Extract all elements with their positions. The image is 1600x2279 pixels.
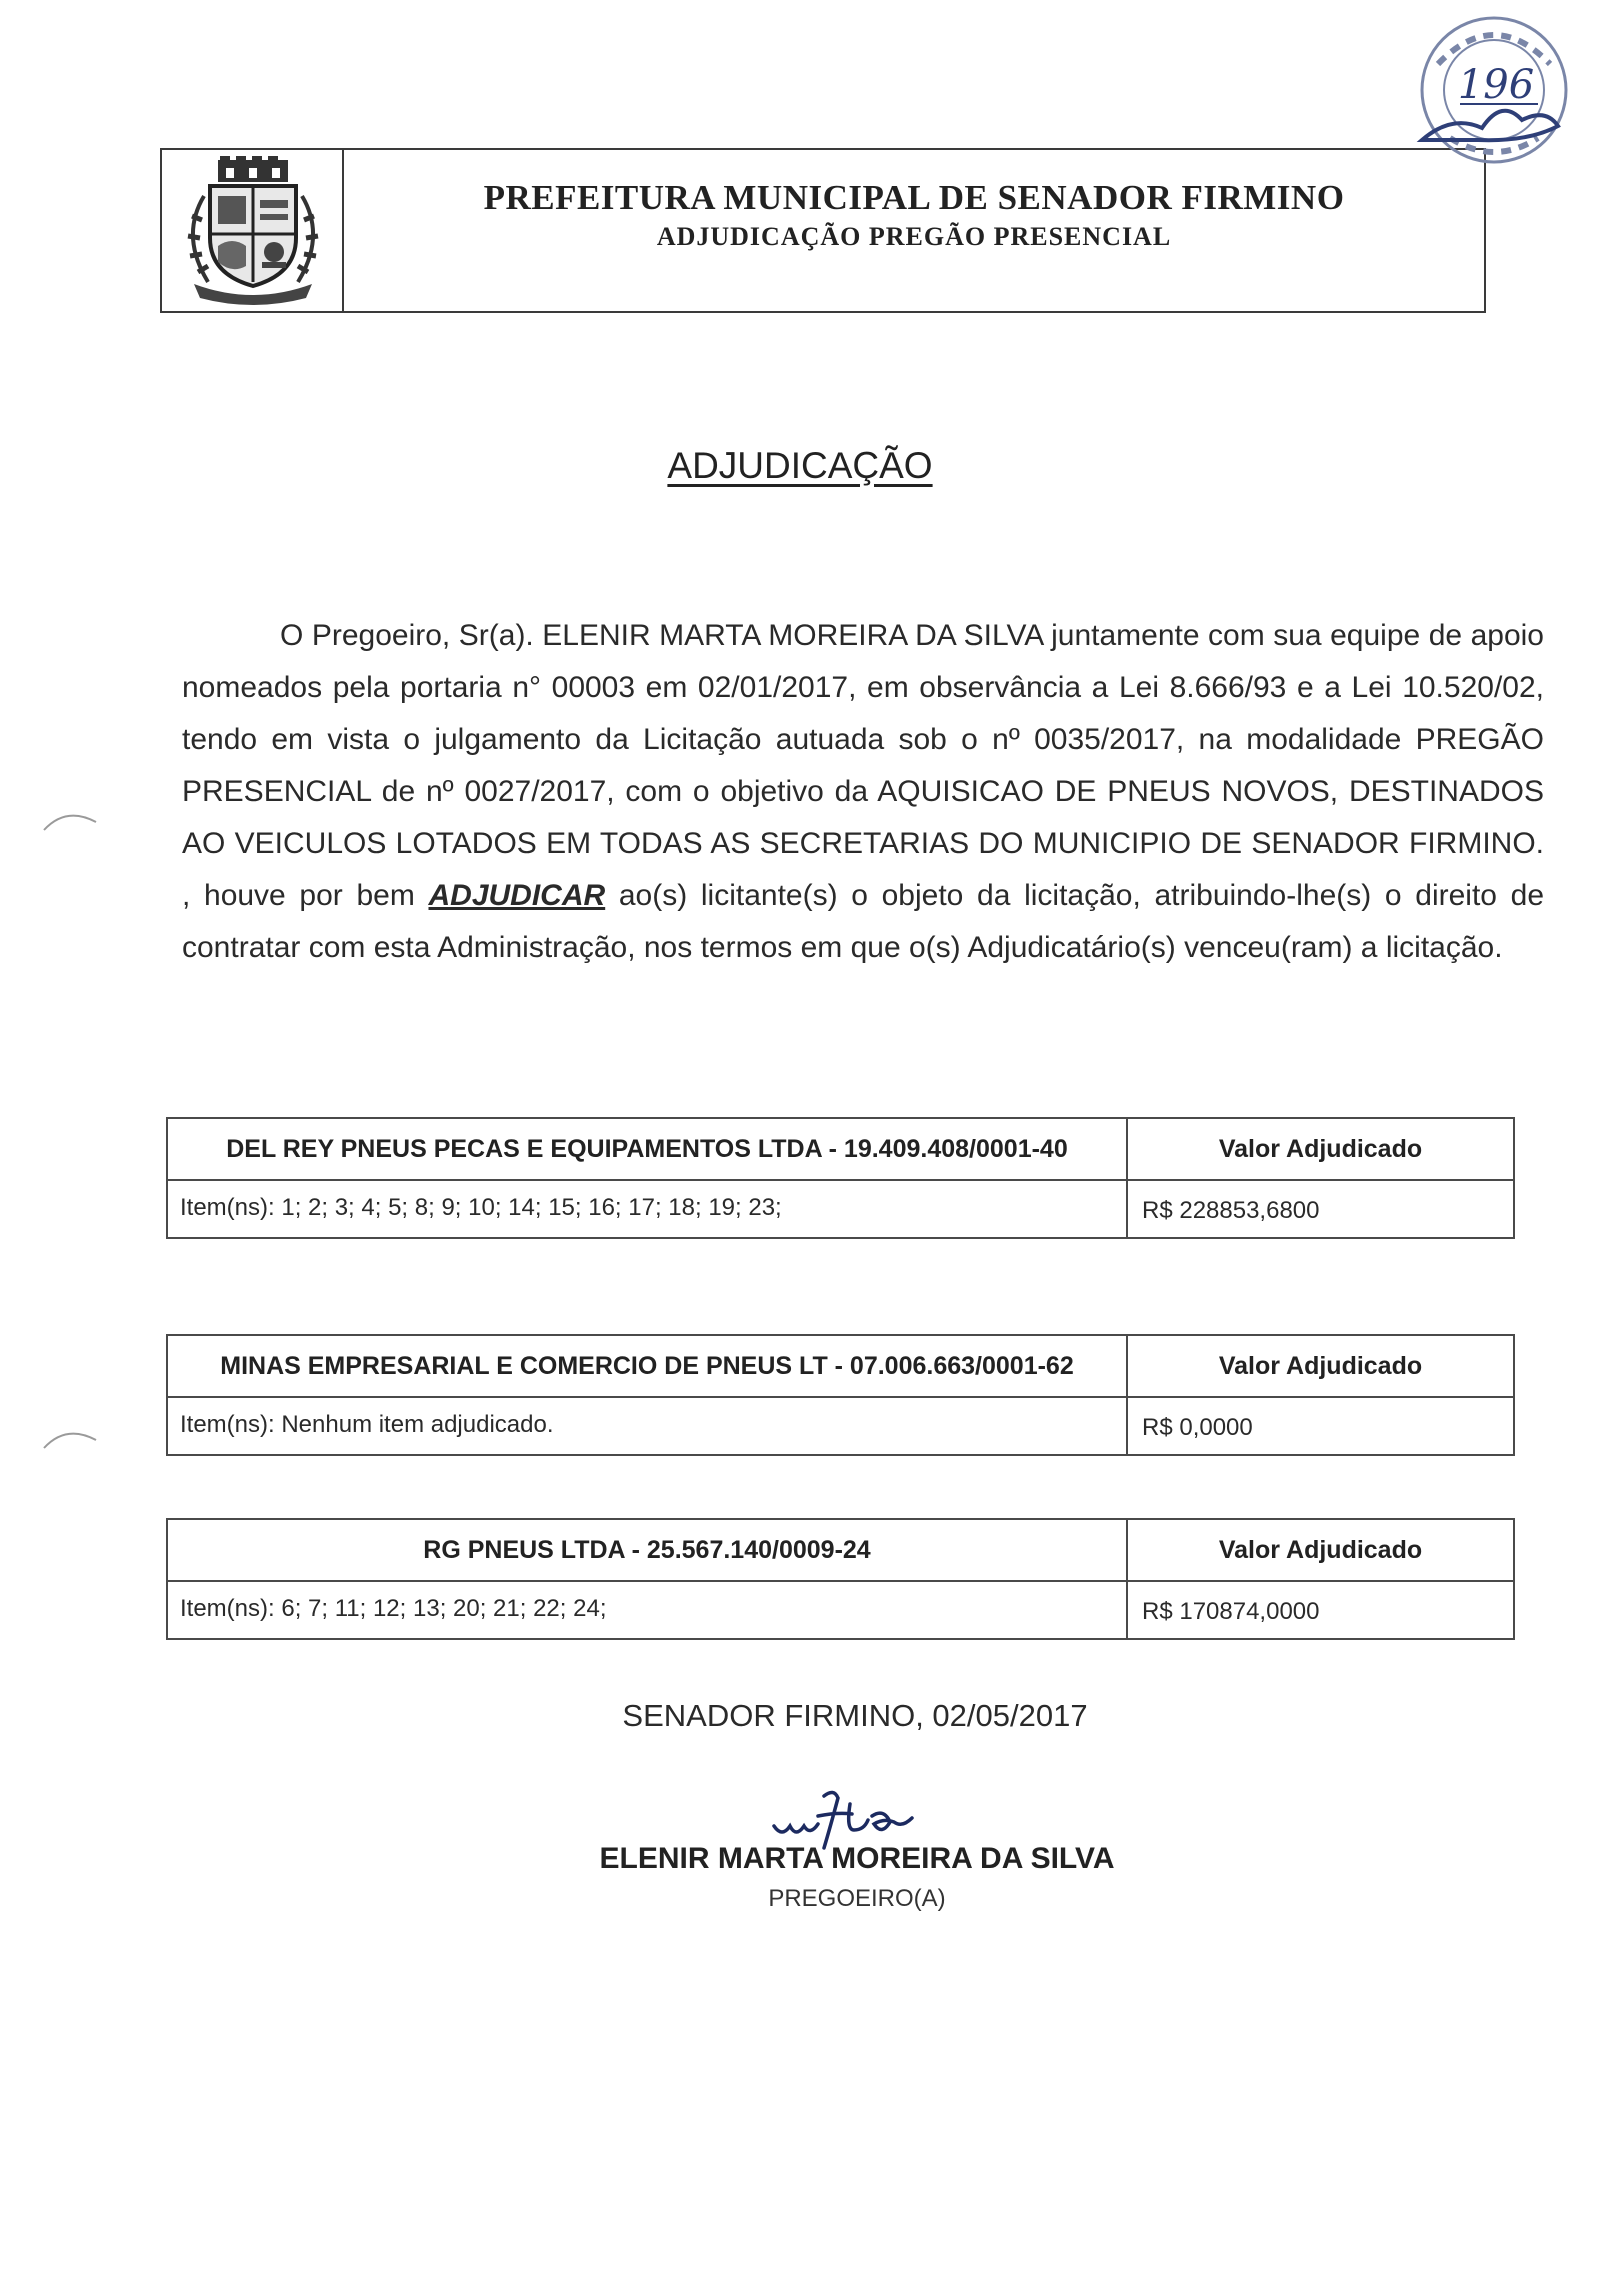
adjudication-paragraph	[182, 610, 1544, 974]
value-header: Valor Adjudicado	[1218, 1352, 1423, 1380]
paragraph-text-after: ao(s) licitante(s) o objeto da licitação, atribuindo-lhe(s) o direito de contratar com esta Administração, nos termos em que o(s) Adjudicatário(s) venceu(ram) a licitação.	[182, 879, 1545, 964]
stamp-page-number: 196	[1457, 62, 1535, 108]
awarded-amount: R$ 228853,6800	[1142, 1197, 1320, 1224]
header-subtitle: ADJUDICAÇÃO PREGÃO PRESENCIAL	[656, 222, 1172, 251]
awarded-amount: R$ 0,0000	[1142, 1414, 1253, 1441]
value-header: Valor Adjudicado	[1218, 1536, 1423, 1564]
punch-hole-mark	[40, 808, 100, 834]
paragraph-text-before: O Pregoeiro, Sr(a). ELENIR MARTA MOREIRA DA SILVA juntamente com sua equipe de apoio nomeados pela portaria n° 00003 em 02/01/2017, em observância a Lei 8.666/93 e a Lei 10.520/02, tendo em vista o julgamento da Licitação autuada sob o nº 0035/2017, na modalidade PREGÃO PRESENCIAL de nº 0027/2017, com o objetivo da AQUISICAO DE PNEUS NOVOS, DESTINADOS AO VEICULOS LOTADOS EM TODAS AS SECRETARIAS DO MUNICIPIO DE SENADOR FIRMINO. , houve por bem	[182, 619, 1544, 912]
signer-role: PREGOEIRO(A)	[768, 1885, 946, 1912]
commission-stamp	[1398, 10, 1584, 180]
award-table	[166, 1117, 1515, 1239]
award-table	[166, 1334, 1515, 1456]
awarded-items: Item(ns): 6; 7; 11; 12; 13; 20; 21; 22; 24;	[168, 1582, 1128, 1638]
signer-name: ELENIR MARTA MOREIRA DA SILVA	[599, 1842, 1115, 1875]
awarded-items: Item(ns): 1; 2; 3; 4; 5; 8; 9; 10; 14; 15; 16; 17; 18; 19; 23;	[168, 1181, 1128, 1237]
award-table	[166, 1518, 1515, 1640]
bidder-name: DEL REY PNEUS PECAS E EQUIPAMENTOS LTDA - 19.409.408/0001-40	[168, 1119, 1128, 1179]
header-title: PREFEITURA MUNICIPAL DE SENADOR FIRMINO	[483, 178, 1345, 217]
bidder-name: MINAS EMPRESARIAL E COMERCIO DE PNEUS LT - 07.006.663/0001-62	[168, 1336, 1128, 1396]
municipal-coat-of-arms-icon	[174, 156, 332, 306]
logo-cell	[162, 150, 344, 311]
punch-hole-mark	[40, 1426, 100, 1452]
bidder-name: RG PNEUS LTDA - 25.567.140/0009-24	[168, 1520, 1128, 1580]
header-titles	[344, 178, 1484, 252]
document-header	[160, 148, 1486, 313]
value-header: Valor Adjudicado	[1218, 1135, 1423, 1163]
document-heading: ADJUDICAÇÃO	[667, 445, 933, 486]
adjudicar-emphasis: ADJUDICAR	[428, 879, 606, 912]
awarded-amount: R$ 170874,0000	[1142, 1598, 1320, 1625]
awarded-items: Item(ns): Nenhum item adjudicado.	[168, 1398, 1128, 1454]
place-and-date: SENADOR FIRMINO, 02/05/2017	[622, 1698, 1088, 1733]
